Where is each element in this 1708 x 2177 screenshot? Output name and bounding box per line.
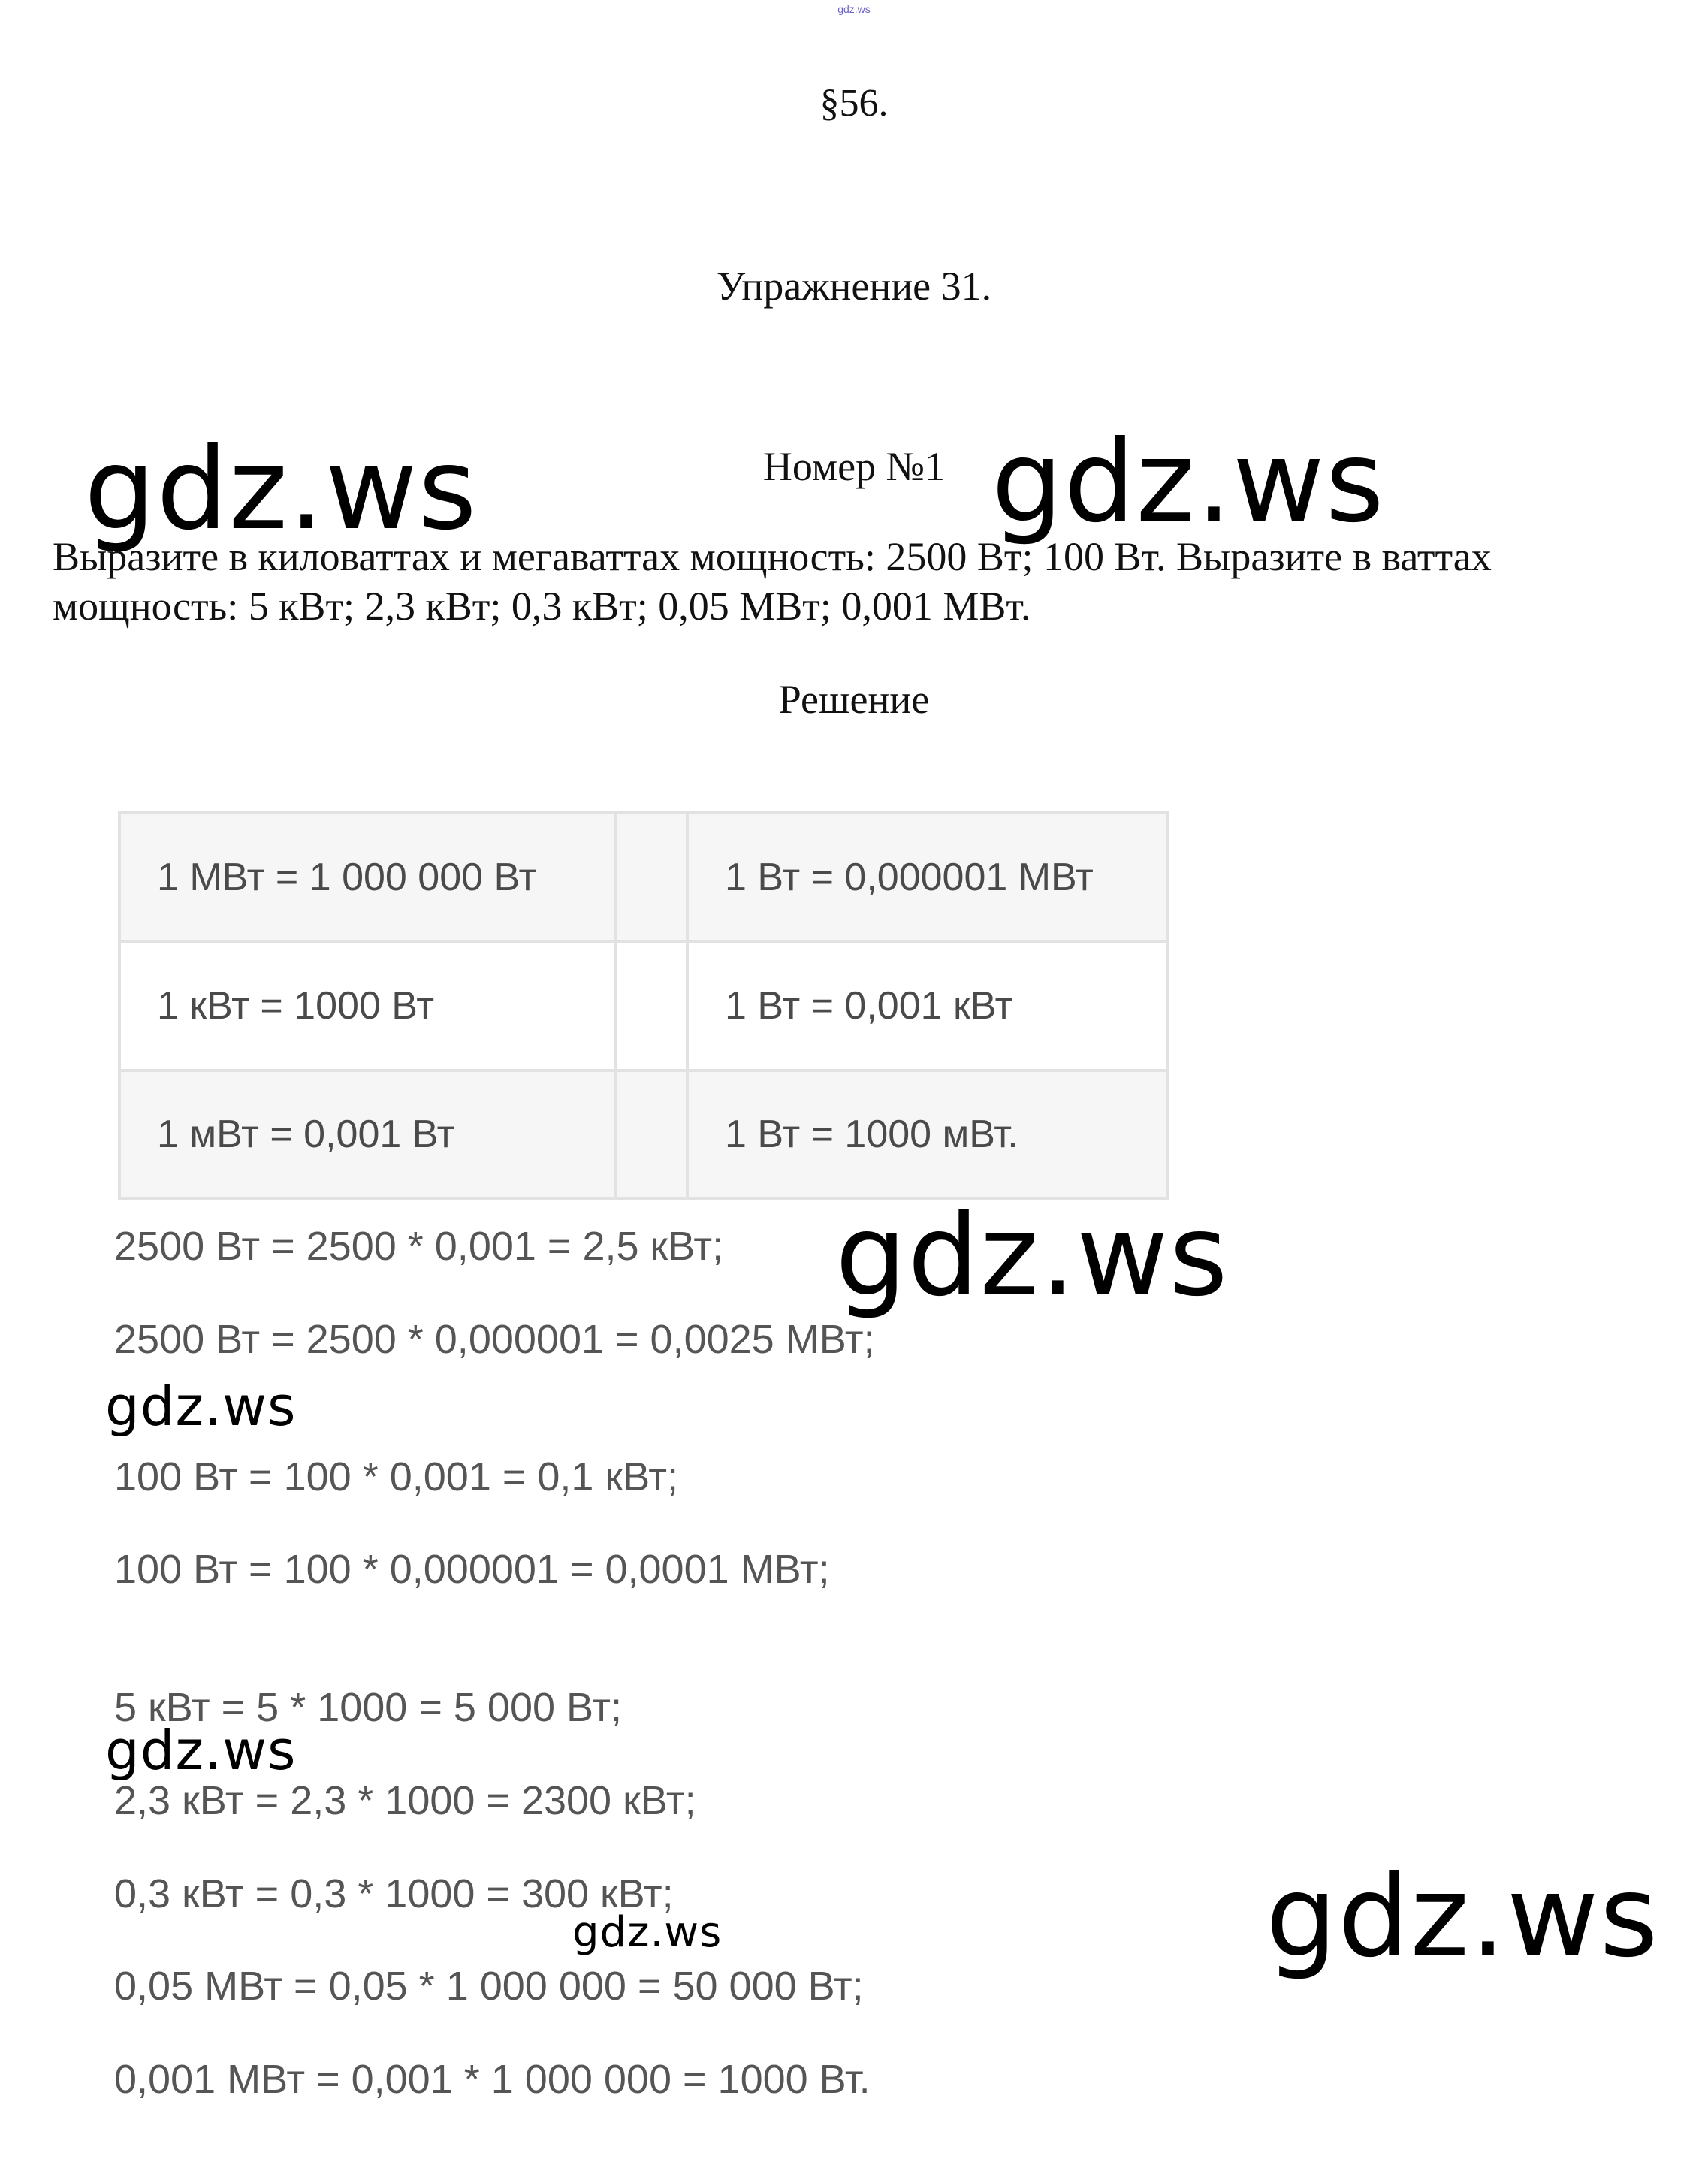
calc-line: 5 кВт = 5 * 1000 = 5 000 Вт; — [114, 1685, 622, 1730]
exercise-title: Упражнение 31. — [716, 264, 992, 309]
table-cell: 1 Вт = 0,000001 МВт — [687, 813, 1168, 941]
table-row — [119, 813, 1168, 941]
watermark: gdz.ws — [1266, 1852, 1659, 1982]
solution-label: Решение — [778, 677, 930, 722]
calc-line: 2500 Вт = 2500 * 0,001 = 2,5 кВт; — [114, 1224, 724, 1269]
watermark: gdz.ws — [84, 424, 478, 555]
watermark: gdz.ws — [835, 1191, 1229, 1321]
calc-line: 0,001 МВт = 0,001 * 1 000 000 = 1000 Вт. — [114, 2057, 871, 2102]
problem-line-1: Выразите в киловаттах и мегаваттах мощность: 2500 Вт; 100 Вт. Выразите в ваттах — [53, 534, 1492, 579]
calc-line: 100 Вт = 100 * 0,001 = 0,1 кВт; — [114, 1454, 679, 1499]
section-title: §56. — [819, 82, 889, 125]
table-cell-empty — [615, 813, 687, 941]
table-cell: 1 Вт = 1000 мВт. — [687, 1070, 1168, 1199]
watermark: gdz.ws — [572, 1908, 723, 1957]
table-cell-empty — [615, 941, 687, 1070]
top-watermark: gdz.ws — [837, 3, 871, 15]
calc-line: 2500 Вт = 2500 * 0,000001 = 0,0025 МВт; — [114, 1317, 875, 1362]
table-cell-empty — [615, 1070, 687, 1199]
table-cell: 1 Вт = 0,001 кВт — [687, 941, 1168, 1070]
calc-line: 2,3 кВт = 2,3 * 1000 = 2300 кВт; — [114, 1778, 696, 1823]
problem-line-2: мощность: 5 кВт; 2,3 кВт; 0,3 кВт; 0,05 МВт; 0,001 МВт. — [53, 584, 1031, 629]
unit-conversion-table — [118, 811, 1169, 1200]
watermark: gdz.ws — [105, 1375, 297, 1438]
table-row — [119, 941, 1168, 1070]
table-row — [119, 1070, 1168, 1199]
calc-line: 0,3 кВт = 0,3 * 1000 = 300 кВт; — [114, 1871, 674, 1916]
table-cell: 1 кВт = 1000 Вт — [119, 941, 615, 1070]
calc-line: 0,05 МВт = 0,05 * 1 000 000 = 50 000 Вт; — [114, 1964, 864, 2009]
watermark: gdz.ws — [105, 1719, 297, 1782]
table-cell: 1 мВт = 0,001 Вт — [119, 1070, 615, 1199]
table-cell: 1 МВт = 1 000 000 Вт — [119, 813, 615, 941]
calc-line: 100 Вт = 100 * 0,000001 = 0,0001 МВт; — [114, 1547, 830, 1592]
watermark: gdz.ws — [991, 417, 1385, 548]
problem-number: Номер №1 — [762, 444, 946, 489]
